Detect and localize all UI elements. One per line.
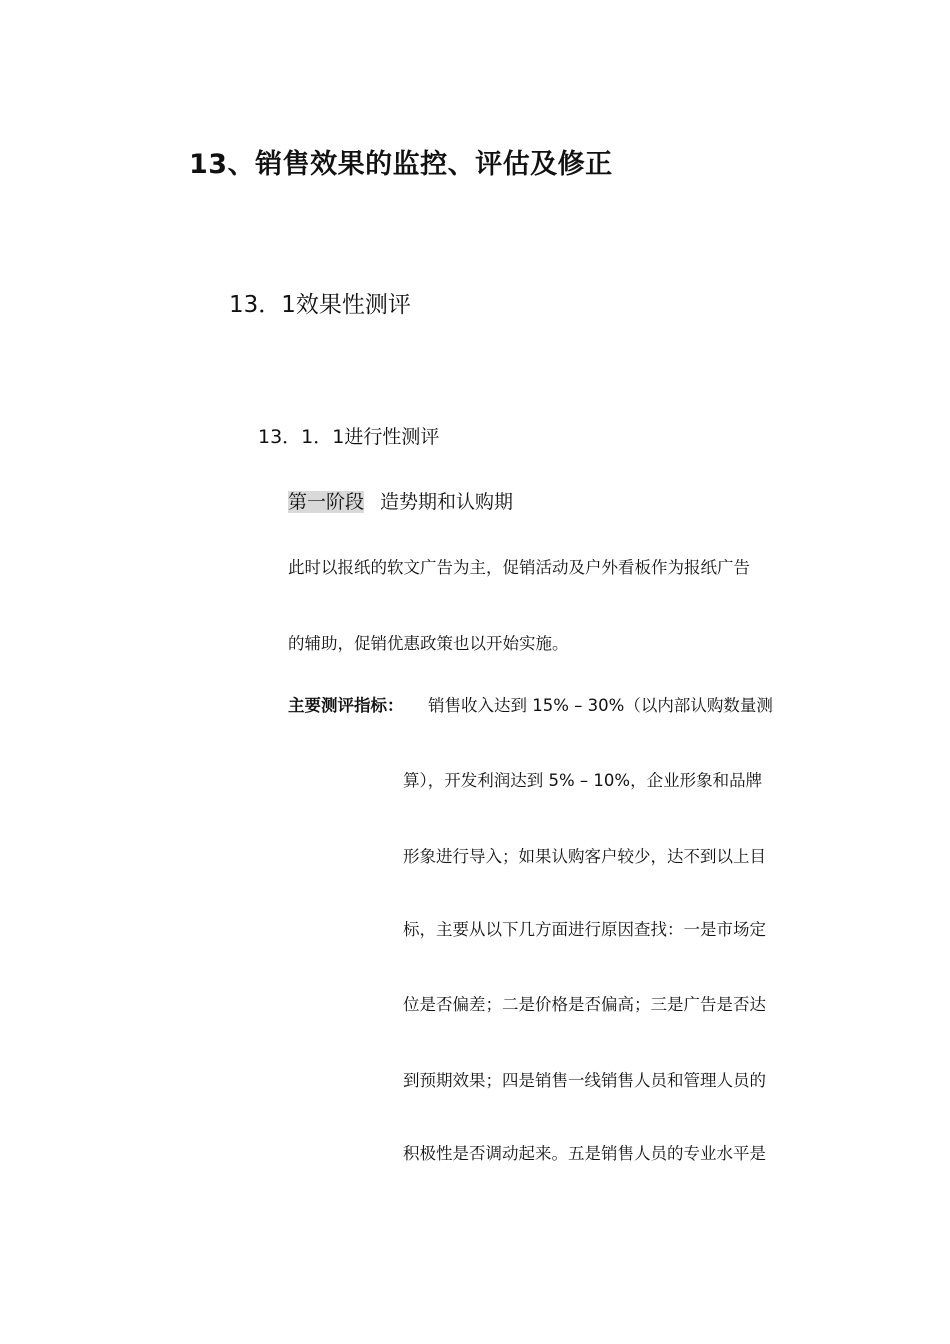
- indicators-line: 标，主要从以下几方面进行原因查找：一是市场定: [403, 920, 766, 939]
- indicators-line: 到预期效果；四是销售一线销售人员和管理人员的: [403, 1071, 766, 1090]
- indicators-label: 主要测评指标：: [288, 696, 404, 715]
- paragraph-line: 的辅助，促销优惠政策也以开始实施。: [288, 634, 569, 653]
- section-heading: 13、销售效果的监控、评估及修正: [189, 149, 613, 180]
- subsection-heading: 13．1效果性测评: [229, 292, 411, 318]
- subsubsection-heading: 13．1．1进行性测评: [258, 426, 440, 448]
- stage-label: 第一阶段: [288, 491, 365, 513]
- indicators-line: 位是否偏差；二是价格是否偏高；三是广告是否达: [403, 995, 766, 1014]
- indicators-line: 形象进行导入；如果认购客户较少，达不到以上目: [403, 847, 766, 866]
- indicators-line: 算），开发利润达到 5% – 10%，企业形象和品牌: [403, 771, 763, 790]
- paragraph-line: 此时以报纸的软文广告为主，促销活动及户外看板作为报纸广告: [288, 558, 750, 577]
- indicators-line: 销售收入达到 15% – 30%（以内部认购数量测: [428, 696, 773, 715]
- stage-title: 造势期和认购期: [380, 491, 514, 513]
- stage-heading: [288, 487, 513, 514]
- indicators-line: 积极性是否调动起来。五是销售人员的专业水平是: [403, 1144, 766, 1163]
